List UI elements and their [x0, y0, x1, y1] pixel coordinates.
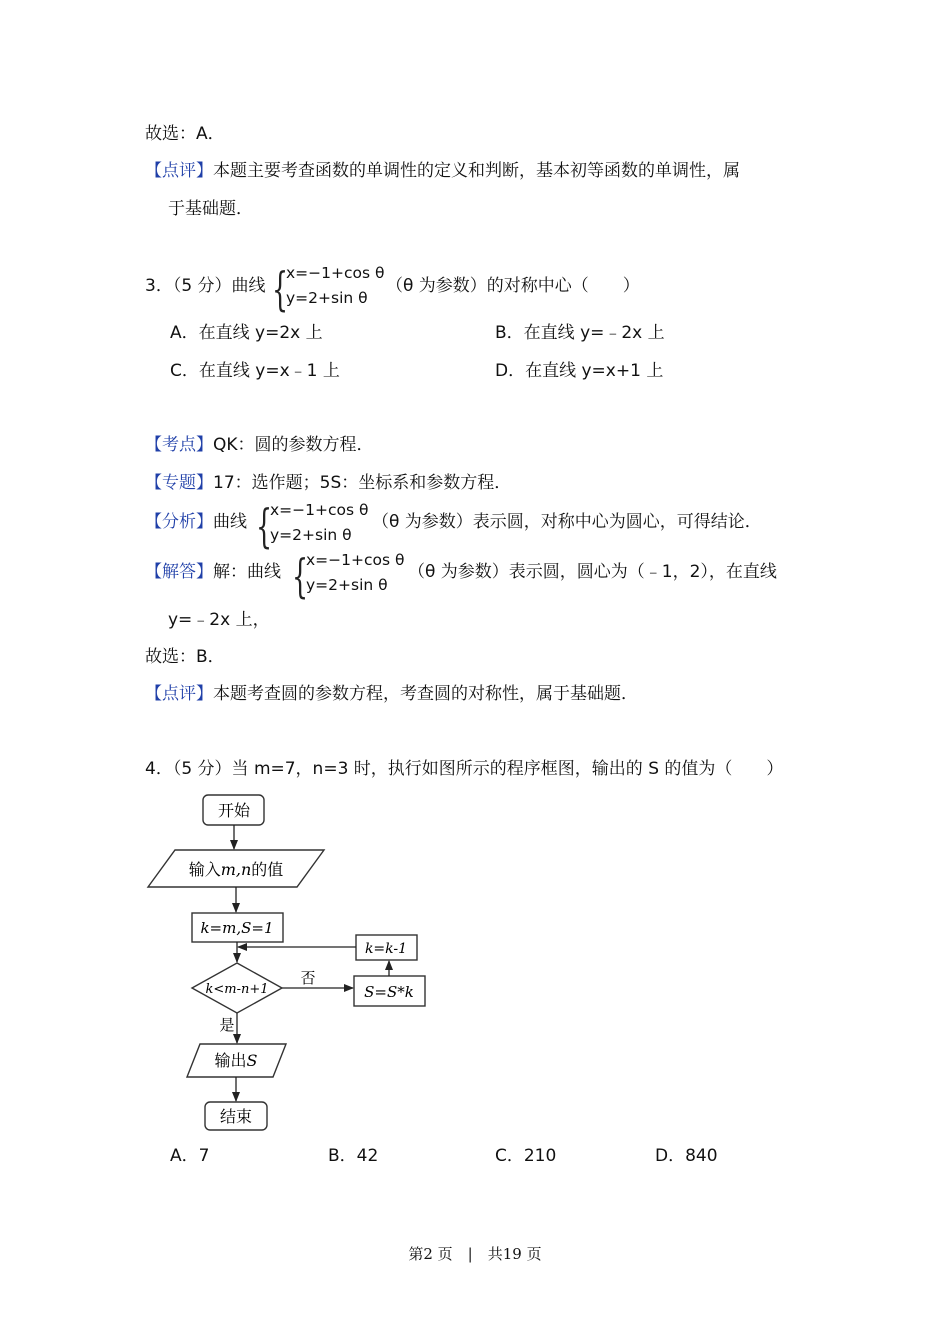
flow-output-var: S [246, 1051, 258, 1070]
q3-fenxi-eq-line1: x=−1+cos θ [270, 501, 369, 519]
q4-option-b: B．42 [328, 1146, 379, 1166]
q3-jieda-eq-line2: y=2+sin θ [306, 576, 388, 594]
q3-eq-line1: x=−1+cos θ [286, 264, 385, 282]
q3-option-b: B．在直线 y=﹣2x 上 [495, 323, 665, 343]
flow-decrement-label: k=k-1 [364, 941, 408, 957]
q4-option-d: D．840 [655, 1146, 718, 1166]
q3-jieda-eq-line1: x=−1+cos θ [306, 551, 405, 569]
q4-option-c: C．210 [495, 1146, 557, 1166]
flow-input-prefix: 输入 [188, 860, 221, 879]
q3-jieda-suffix: （θ 为参数）表示圆，圆心为（﹣1，2），在直线 [408, 562, 777, 582]
q3-fenxi-suffix: （θ 为参数）表示圆，对称中心为圆心，可得结论． [372, 512, 762, 532]
flow-condition-label: k<m-n+1 [205, 982, 269, 997]
flow-end-label: 结束 [219, 1107, 253, 1126]
flow-yes-label: 是 [219, 1016, 235, 1034]
q3-comment-tag: 【点评】 [145, 684, 213, 704]
flow-multiply-label: S=S*k [364, 983, 414, 1001]
flow-input-label [189, 860, 284, 879]
q3-comment-text: 本题考查圆的参数方程，考查圆的对称性，属于基础题． [213, 684, 638, 704]
flow-input-vars: m,n [220, 860, 252, 879]
q2-comment-text: 本题主要考查函数的单调性的定义和判断，基本初等函数的单调性，属 [213, 161, 740, 181]
q3-option-c: C．在直线 y=x﹣1 上 [170, 361, 340, 381]
q3-answer: 故选：B． [145, 647, 225, 667]
flow-no-label: 否 [300, 969, 316, 987]
q3-stem-prefix: 3．（5 分）曲线 [145, 276, 266, 296]
q3-zhuanti-text: 17：选作题；5S：坐标系和参数方程． [213, 473, 512, 493]
q3-eq-line2: y=2+sin θ [286, 289, 368, 307]
q2-comment-line2: 于基础题． [168, 199, 253, 219]
q2-comment-tag: 【点评】 [145, 161, 213, 181]
q4-stem: 4．（5 分）当 m=7，n=3 时，执行如图所示的程序框图，输出的 S 的值为（ ） [145, 759, 784, 779]
q3-fenxi-prefix: 曲线 [213, 512, 247, 532]
flow-start-label: 开始 [217, 801, 251, 820]
q3-fenxi-tag: 【分析】 [145, 512, 213, 532]
flow-output-prefix: 输出 [214, 1051, 247, 1070]
flow-output-label [215, 1051, 258, 1070]
q4-option-a: A．7 [170, 1146, 210, 1166]
q2-answer: 故选：A． [145, 124, 225, 144]
q3-zhuanti-tag: 【专题】 [145, 473, 213, 493]
q3-option-d: D．在直线 y=x+1 上 [495, 361, 664, 381]
q3-option-a: A．在直线 y=2x 上 [170, 323, 323, 343]
q3-kaodian-tag: 【考点】 [145, 435, 213, 455]
page-footer: 第2 页 | 共19 页 [408, 1245, 542, 1263]
q3-fenxi-eq-line2: y=2+sin θ [270, 526, 352, 544]
flow-init-label: k=m,S=1 [200, 919, 274, 937]
q3-jieda-tag: 【解答】 [145, 562, 213, 582]
q3-jieda-prefix: 解：曲线 [213, 562, 281, 582]
q3-stem-suffix: （θ 为参数）的对称中心（ ） [386, 276, 640, 296]
q3-kaodian-text: QK：圆的参数方程． [213, 435, 374, 455]
flow-input-suffix: 的值 [251, 860, 284, 879]
q3-jieda-line2: y=﹣2x 上， [168, 610, 270, 630]
